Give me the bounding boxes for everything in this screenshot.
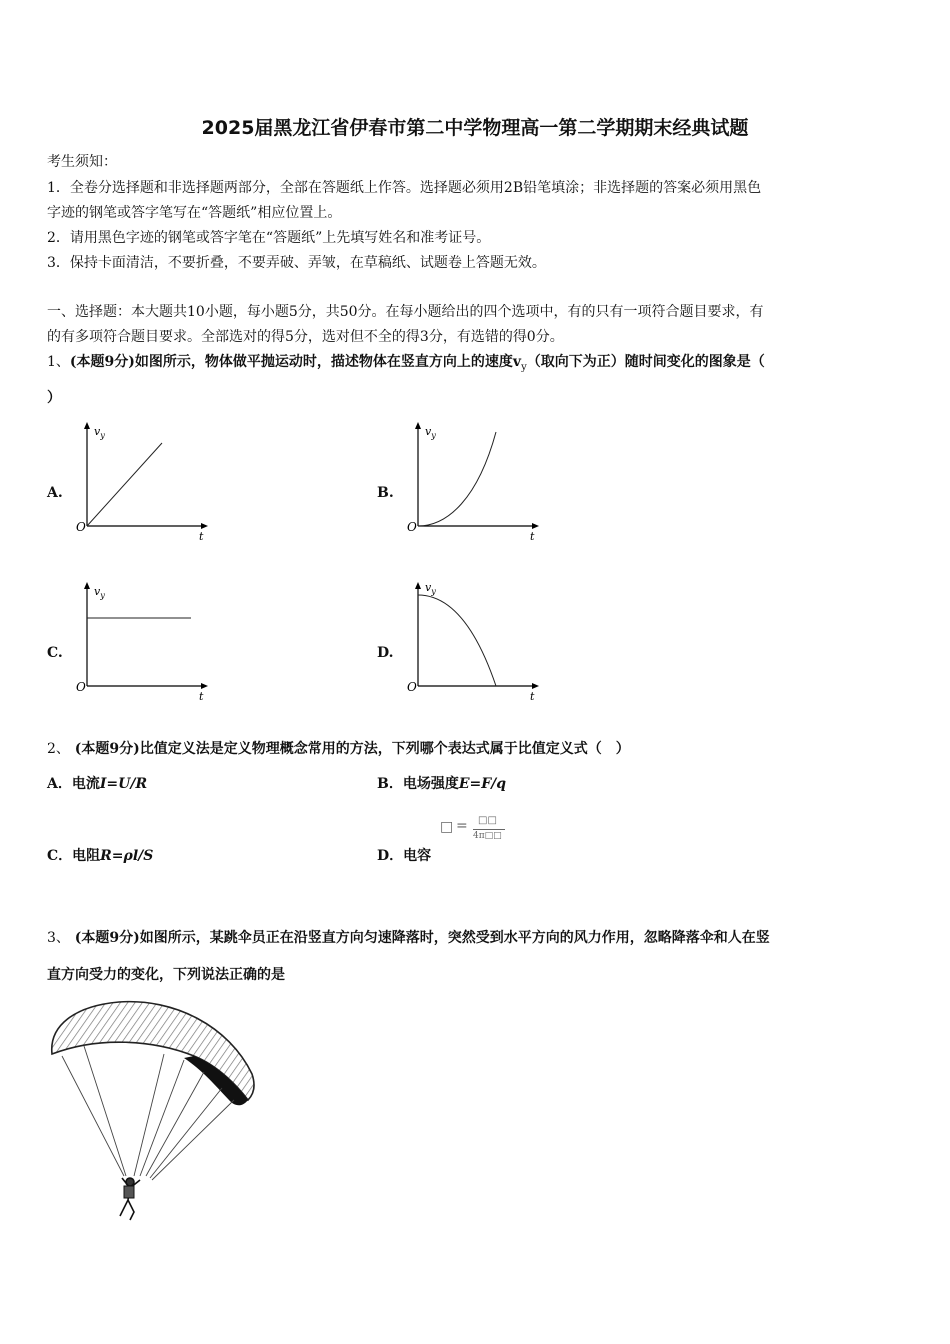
question-3-stem: 3、 (本题9分)如图所示，某跳伞员正在沿竖直方向匀速降落时，突然受到水平方向的风力作用，忽略降落伞和人在竖: [47, 930, 770, 946]
fraction-bar: [473, 829, 505, 830]
origin-label: O: [407, 520, 417, 534]
question-number: 1、: [47, 354, 70, 370]
graph-c: [72, 578, 212, 706]
q2-option-d[interactable]: D．电容: [377, 848, 432, 864]
option-b-label[interactable]: B.: [377, 485, 394, 501]
vy-curve-linear: [87, 443, 162, 526]
origin-label: O: [76, 680, 86, 694]
capacitance-formula: □ = □□ 4π□□: [440, 815, 510, 845]
graph-a: [72, 418, 212, 546]
y-axis-arrow: [415, 422, 421, 429]
question-score: (本题9分): [74, 741, 140, 757]
y-axis-arrow: [84, 422, 90, 429]
x-axis-label: t: [530, 690, 535, 703]
notice-item: 字迹的钢笔或答字笔写在“答题纸”相应位置上。: [47, 205, 342, 221]
notice-item: 1．全卷分选择题和非选择题两部分，全部在答题纸上作答。选择题必须用2B铅笔填涂；非选择题的答案必须用黑色: [47, 180, 762, 196]
origin-label: O: [76, 520, 86, 534]
notice-item: 2．请用黑色字迹的钢笔或答字笔在“答题纸”上先填写姓名和准考证号。: [47, 230, 491, 246]
question-score: (本题9分): [69, 354, 135, 370]
question-3-stem-cont: 直方向受力的变化，下列说法正确的是: [47, 967, 285, 983]
q2-option-c[interactable]: C．电阻R=ρl/S: [47, 848, 154, 864]
skydiver: [120, 1178, 140, 1220]
y-axis-arrow: [84, 582, 90, 589]
x-axis-label: t: [199, 690, 204, 703]
x-axis-arrow: [532, 683, 539, 689]
question-number: 3、: [47, 930, 70, 946]
x-axis-label: t: [199, 530, 204, 543]
x-axis-label: t: [530, 530, 535, 543]
x-axis-arrow: [201, 523, 208, 529]
section-instructions: 一、选择题：本大题共10小题，每小题5分，共50分。在每小题给出的四个选项中，有的只有一项符合题目要求，有: [47, 304, 764, 320]
option-c-label[interactable]: C.: [47, 645, 63, 661]
y-axis-label: $v_y$: [94, 585, 105, 600]
page-title: 2025届黑龙江省伊春市第二中学物理高一第二学期期末经典试题: [201, 117, 749, 139]
option-a-label[interactable]: A.: [47, 485, 63, 501]
origin-label: O: [407, 680, 417, 694]
vy-curve-decreasing: [418, 595, 496, 686]
section-instructions: 的有多项符合题目要求。全部选对的得5分，选对但不全的得3分，有选错的得0分。: [47, 329, 564, 345]
question-1-stem: 1、(本题9分)如图所示，物体做平抛运动时，描述物体在竖直方向上的速度$v_y$（取向下为正）随时间变化的图象是（: [47, 354, 765, 373]
question-2-stem: 2、 (本题9分)比值定义法是定义物理概念常用的方法，下列哪个表达式属于比值定义式（ ）: [47, 741, 630, 757]
paraglider-illustration: [44, 996, 264, 1224]
y-axis-label: $v_y$: [425, 581, 436, 596]
option-d-label[interactable]: D.: [377, 645, 394, 661]
question-number: 2、: [47, 741, 70, 757]
vy-curve-parabolic: [418, 432, 496, 526]
question-1-close-paren: ）: [47, 390, 61, 406]
x-axis-arrow: [201, 683, 208, 689]
y-axis-label: $v_y$: [425, 425, 436, 440]
graph-b: [403, 418, 543, 546]
q2-option-b[interactable]: B．电场强度E=F/q: [377, 776, 507, 792]
y-axis-arrow: [415, 582, 421, 589]
graph-d: [403, 578, 543, 706]
q2-option-a[interactable]: A．电流I=U/R: [47, 776, 148, 792]
notice-item: 3．保持卡面清洁，不要折叠，不要弄破、弄皱，在草稿纸、试题卷上答题无效。: [47, 255, 546, 271]
notice-heading: 考生须知：: [47, 154, 117, 170]
question-score: (本题9分): [74, 930, 140, 946]
x-axis-arrow: [532, 523, 539, 529]
y-axis-label: $v_y$: [94, 425, 105, 440]
